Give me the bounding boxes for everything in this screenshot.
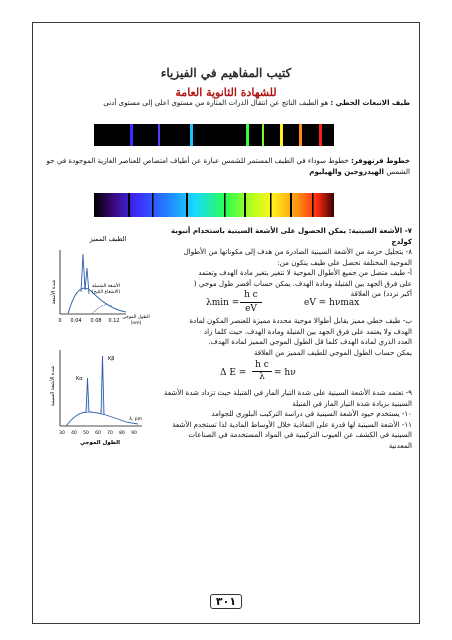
- page-number: ٣٠١: [0, 594, 452, 609]
- fraction-bar: [240, 302, 262, 303]
- page-subtitle: للشهادة الثانوية العامة: [175, 86, 277, 99]
- graph2-unit: λ, pm: [129, 417, 142, 422]
- graph1-xlabel-1: الطول الموجي: [122, 315, 150, 320]
- graph1-ylabel: شدة الأشعة: [51, 279, 57, 305]
- absorption-lines: [94, 193, 334, 217]
- graph1-peaks: [81, 254, 89, 294]
- graph2-tick: 70: [107, 431, 113, 436]
- xray-item-b: ب- طيف خطي مميز يقابل أطوالا موجية محددة مميزة للعنصر المكون لمادة الهدف ولا يعتمد على فرق الجهد بين الفتيلة ومادة الهدف. حيث كلما زاد العدد الذري لمادة الهدف كلما قل الطول الموجي المميز لمادة الهدف. يمكن حساب الطول الموجي للطيف المميز من العلاقة: [189, 316, 412, 357]
- xray-items-bottom: ٩- تعتمد شدة الأشعة السينية على شدة التيار المار في الفتيلة حيث تزداد شدة الأشعة السينية بزيادة شدة التيار المار في الفتيلة ١٠- يستخدم حيود الأشعة السينية في دراسة التركيب البلوري للجوامد ١١- الأشعة السينية لها قدرة على النفاذية خلال الأوساط المادية لذا تستخدم الأشعة السينية في الكشف عن العيوب التركيبية في المواد المستخدمة في الصناعات المعدنية: [164, 388, 412, 450]
- graph1-inner-label-1: الأشعة المتصلة: [92, 284, 120, 289]
- characteristic-spectrum-graph: [48, 232, 150, 344]
- delta-e-denominator: λ: [259, 372, 265, 382]
- graph1-tick: 0.04: [70, 318, 82, 324]
- xray-items-top: ٧- الأشعة السينية: يمكن الحصول على الأشعة السينية باستخدام أنبوبة كولدج ٨- يتحليل حزمة من الأشعة السينية الصادرة من هدف إلى مكوناتها من الأطوال الموجية المختلفة نحصل على طيف يتكون من: أ- طيف متصل من جميع الأطوال الموجية لا تتغير بتغير مادة الهدف وتعتمد على فرق الجهد بين الفتيلة ومادة الهدف. يمكن حساب أقصر طول موجي ( أكبر تردد) من العلاقة: [170, 226, 412, 298]
- graph1-tick: 0.12: [108, 318, 120, 324]
- lambda-min-denominator: eV: [245, 304, 257, 314]
- graph2-peak-a-label: Kβ: [108, 356, 115, 362]
- line-emission-definition: طيف الانبعاث الخطي : هو الطيف الناتج عن انتقال الذرات المثارة من مستوى اعلى إلى مستوى أدنى: [103, 98, 410, 107]
- delta-e-result: = hν: [274, 368, 296, 378]
- graph2-tick: 30: [59, 431, 65, 436]
- ev-hv-max-equation: eV = hνmax: [304, 298, 360, 308]
- page-title: كتيب المفاهيم في الفيزياء: [160, 66, 292, 80]
- graph2-tick: 80: [119, 431, 125, 436]
- graph2-ylabel: شدة الأشعة السينية: [50, 365, 56, 407]
- delta-e-numerator: h c: [255, 360, 269, 370]
- lambda-min-numerator: h c: [244, 290, 258, 300]
- graph2-tick: 90: [131, 431, 137, 436]
- delta-e-label: Δ E =: [220, 368, 247, 378]
- graph2-peak-b-label: Kα: [76, 376, 83, 382]
- graph1-title: الطيف المميز: [89, 235, 127, 243]
- graph1-tick: 0: [58, 318, 62, 324]
- graph2-continuous-curve: [66, 412, 138, 426]
- graph2-peak-kbeta: [101, 356, 104, 414]
- graph1-inner-label-2: (الاشعاع الكبح): [91, 290, 121, 295]
- fraunhofer-definition: خطوط فرنهوفر: خطوط سوداء في الطيف المستمر للشمس عبارة عن أطياف امتصاص للعناصر الغازية الموجودة في جو الشمس الهيدروجين والهيليوم: [46, 156, 410, 176]
- xray-k-lines-graph: [46, 346, 146, 448]
- graph2-xlabel: الطول الموجي: [79, 440, 121, 446]
- graph2-tick: 60: [95, 431, 101, 436]
- graph2-tick: 40: [71, 431, 77, 436]
- fraunhofer-spectrum: [94, 193, 334, 217]
- graph1-xlabel-2: (nm): [130, 321, 142, 326]
- line-emission-spectrum: [94, 124, 334, 146]
- graph1-secondary-curve: [92, 305, 112, 314]
- graph2-tick: 50: [83, 431, 89, 436]
- lambda-min-label: λmin =: [206, 298, 240, 308]
- graph1-tick: 0.08: [90, 318, 102, 324]
- emission-lines: [94, 124, 334, 146]
- graph2-peak-kalpha: [86, 378, 89, 412]
